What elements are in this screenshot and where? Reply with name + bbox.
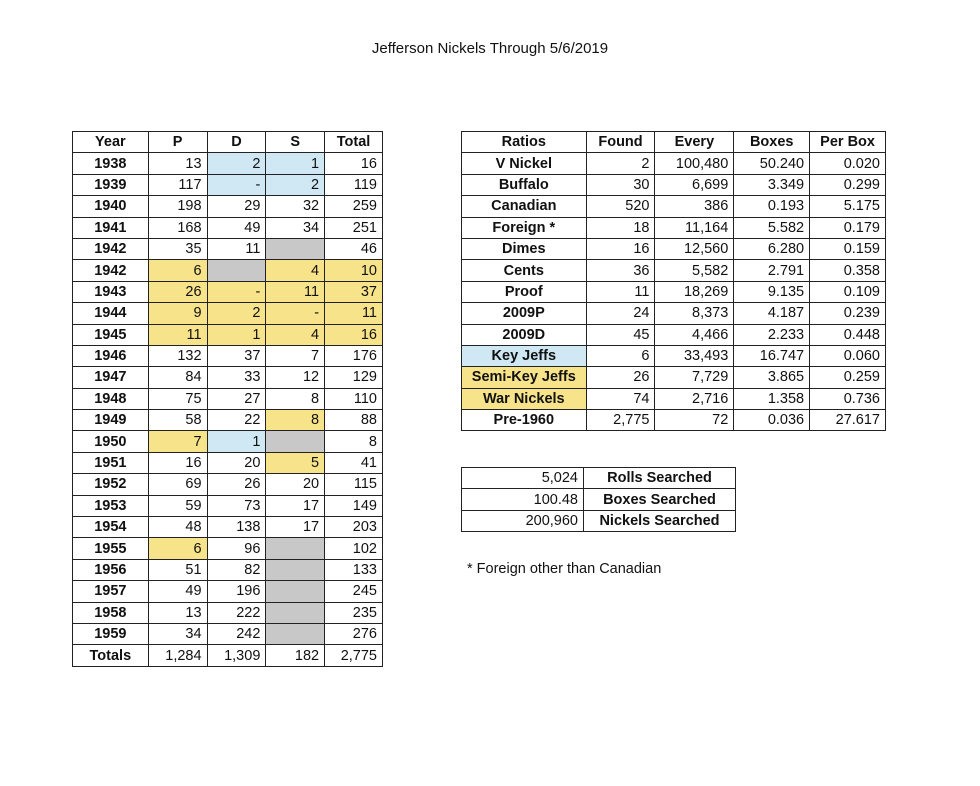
ratio-name-cell: 2009D bbox=[462, 324, 587, 345]
table-row bbox=[73, 452, 383, 473]
header-ratios: Ratios bbox=[462, 132, 587, 153]
d-cell: 138 bbox=[207, 517, 266, 538]
year-cell: 1940 bbox=[73, 196, 149, 217]
total-cell: 176 bbox=[325, 345, 383, 366]
year-cell: 1941 bbox=[73, 217, 149, 238]
every-cell: 2,716 bbox=[655, 388, 734, 409]
table-row bbox=[73, 602, 383, 623]
table-row bbox=[73, 153, 383, 174]
table-row bbox=[73, 410, 383, 431]
table-row bbox=[462, 303, 886, 324]
table-row bbox=[462, 153, 886, 174]
total-cell: 102 bbox=[325, 538, 383, 559]
p-cell: 35 bbox=[148, 238, 207, 259]
table-row bbox=[73, 581, 383, 602]
per-box-cell: 27.617 bbox=[810, 410, 886, 431]
table-row bbox=[73, 623, 383, 644]
page-title: Jefferson Nickels Through 5/6/2019 bbox=[371, 40, 609, 57]
p-cell: 75 bbox=[148, 388, 207, 409]
table-row bbox=[73, 559, 383, 580]
every-cell: 4,466 bbox=[655, 324, 734, 345]
boxes-cell: 0.036 bbox=[734, 410, 810, 431]
found-cell: 520 bbox=[586, 196, 655, 217]
found-cell: 30 bbox=[586, 174, 655, 195]
per-box-cell: 0.060 bbox=[810, 345, 886, 366]
boxes-cell: 5.582 bbox=[734, 217, 810, 238]
ratio-name-cell: Canadian bbox=[462, 196, 587, 217]
p-cell: 168 bbox=[148, 217, 207, 238]
boxes-cell: 3.865 bbox=[734, 367, 810, 388]
every-cell: 18,269 bbox=[655, 281, 734, 302]
header-per-box: Per Box bbox=[810, 132, 886, 153]
ratio-name-cell: Dimes bbox=[462, 238, 587, 259]
every-cell: 386 bbox=[655, 196, 734, 217]
every-cell: 100,480 bbox=[655, 153, 734, 174]
s-cell bbox=[266, 623, 325, 644]
found-cell: 2 bbox=[586, 153, 655, 174]
ratio-name-cell: 2009P bbox=[462, 303, 587, 324]
per-box-cell: 0.259 bbox=[810, 367, 886, 388]
boxes-cell: 4.187 bbox=[734, 303, 810, 324]
table-row bbox=[462, 510, 736, 531]
table-row bbox=[462, 468, 736, 489]
every-cell: 5,582 bbox=[655, 260, 734, 281]
table-row bbox=[462, 345, 886, 366]
per-box-cell: 0.109 bbox=[810, 281, 886, 302]
found-cell: 2,775 bbox=[586, 410, 655, 431]
year-cell: 1955 bbox=[73, 538, 149, 559]
year-cell: 1948 bbox=[73, 388, 149, 409]
every-cell: 8,373 bbox=[655, 303, 734, 324]
per-box-cell: 0.448 bbox=[810, 324, 886, 345]
total-cell: 16 bbox=[325, 153, 383, 174]
found-cell: 16 bbox=[586, 238, 655, 259]
per-box-cell: 0.159 bbox=[810, 238, 886, 259]
year-cell: 1946 bbox=[73, 345, 149, 366]
s-cell: 17 bbox=[266, 495, 325, 516]
p-cell: 9 bbox=[148, 303, 207, 324]
ratio-name-cell: Cents bbox=[462, 260, 587, 281]
d-cell: 29 bbox=[207, 196, 266, 217]
boxes-cell: 1.358 bbox=[734, 388, 810, 409]
total-cell: 276 bbox=[325, 623, 383, 644]
total-cell: 37 bbox=[325, 281, 383, 302]
per-box-cell: 0.299 bbox=[810, 174, 886, 195]
d-cell: 20 bbox=[207, 452, 266, 473]
table-row bbox=[462, 196, 886, 217]
found-cell: 18 bbox=[586, 217, 655, 238]
table-row bbox=[462, 324, 886, 345]
year-cell: 1958 bbox=[73, 602, 149, 623]
header-total: Total bbox=[325, 132, 383, 153]
s-cell: 4 bbox=[266, 260, 325, 281]
per-box-cell: 0.239 bbox=[810, 303, 886, 324]
d-cell: 27 bbox=[207, 388, 266, 409]
every-cell: 11,164 bbox=[655, 217, 734, 238]
d-cell: 242 bbox=[207, 623, 266, 644]
boxes-cell: 2.791 bbox=[734, 260, 810, 281]
table-row bbox=[73, 431, 383, 452]
total-cell: 245 bbox=[325, 581, 383, 602]
p-cell: 198 bbox=[148, 196, 207, 217]
s-cell bbox=[266, 602, 325, 623]
s-cell: - bbox=[266, 303, 325, 324]
table-row bbox=[73, 196, 383, 217]
d-cell: 196 bbox=[207, 581, 266, 602]
every-cell: 12,560 bbox=[655, 238, 734, 259]
p-cell: 6 bbox=[148, 260, 207, 281]
table-header-row bbox=[73, 132, 383, 153]
ratio-name-cell: Pre-1960 bbox=[462, 410, 587, 431]
total-cell: 110 bbox=[325, 388, 383, 409]
per-box-cell: 5.175 bbox=[810, 196, 886, 217]
ratio-name-cell: Semi-Key Jeffs bbox=[462, 367, 587, 388]
table-row bbox=[73, 474, 383, 495]
total-cell: 16 bbox=[325, 324, 383, 345]
ratio-name-cell: Proof bbox=[462, 281, 587, 302]
p-cell: 34 bbox=[148, 623, 207, 644]
total-cell: 10 bbox=[325, 260, 383, 281]
year-cell: 1943 bbox=[73, 281, 149, 302]
year-cell: 1942 bbox=[73, 260, 149, 281]
p-cell: 58 bbox=[148, 410, 207, 431]
table-row bbox=[73, 324, 383, 345]
found-cell: 26 bbox=[586, 367, 655, 388]
total-cell: 115 bbox=[325, 474, 383, 495]
boxes-cell: 50.240 bbox=[734, 153, 810, 174]
d-cell: 11 bbox=[207, 238, 266, 259]
table-row bbox=[73, 217, 383, 238]
table-row bbox=[73, 367, 383, 388]
d-cell: 2 bbox=[207, 153, 266, 174]
boxes-cell: 0.193 bbox=[734, 196, 810, 217]
year-cell: 1953 bbox=[73, 495, 149, 516]
s-cell bbox=[266, 431, 325, 452]
every-cell: 72 bbox=[655, 410, 734, 431]
s-cell: 4 bbox=[266, 324, 325, 345]
p-cell: 16 bbox=[148, 452, 207, 473]
p-cell: 7 bbox=[148, 431, 207, 452]
boxes-cell: 2.233 bbox=[734, 324, 810, 345]
p-cell: 11 bbox=[148, 324, 207, 345]
p-cell: 26 bbox=[148, 281, 207, 302]
table-row bbox=[73, 345, 383, 366]
p-cell: 84 bbox=[148, 367, 207, 388]
table-row bbox=[73, 388, 383, 409]
summary-value-cell: 200,960 bbox=[462, 510, 584, 531]
header-every: Every bbox=[655, 132, 734, 153]
total-cell: 149 bbox=[325, 495, 383, 516]
year-cell: 1944 bbox=[73, 303, 149, 324]
d-cell bbox=[207, 260, 266, 281]
s-cell bbox=[266, 559, 325, 580]
every-cell: 7,729 bbox=[655, 367, 734, 388]
total-cell: 129 bbox=[325, 367, 383, 388]
every-cell: 33,493 bbox=[655, 345, 734, 366]
p-cell: 49 bbox=[148, 581, 207, 602]
year-cell: 1957 bbox=[73, 581, 149, 602]
total-cell: 235 bbox=[325, 602, 383, 623]
total-cell: 11 bbox=[325, 303, 383, 324]
found-cell: 11 bbox=[586, 281, 655, 302]
found-cell: 36 bbox=[586, 260, 655, 281]
year-cell: 1959 bbox=[73, 623, 149, 644]
per-box-cell: 0.358 bbox=[810, 260, 886, 281]
year-cell: 1954 bbox=[73, 517, 149, 538]
boxes-cell: 6.280 bbox=[734, 238, 810, 259]
totals-row bbox=[73, 645, 383, 666]
s-cell: 7 bbox=[266, 345, 325, 366]
total-cell: 119 bbox=[325, 174, 383, 195]
s-cell bbox=[266, 538, 325, 559]
total-cell: 88 bbox=[325, 410, 383, 431]
summary-value-cell: 100.48 bbox=[462, 489, 584, 510]
p-cell: 48 bbox=[148, 517, 207, 538]
s-cell: 1 bbox=[266, 153, 325, 174]
summary-value-cell: 5,024 bbox=[462, 468, 584, 489]
p-cell: 117 bbox=[148, 174, 207, 195]
d-cell: 33 bbox=[207, 367, 266, 388]
table-row bbox=[462, 260, 886, 281]
ratios-table bbox=[461, 131, 886, 431]
s-cell bbox=[266, 581, 325, 602]
s-cell: 8 bbox=[266, 388, 325, 409]
totals-p: 1,284 bbox=[148, 645, 207, 666]
per-box-cell: 0.179 bbox=[810, 217, 886, 238]
s-cell: 11 bbox=[266, 281, 325, 302]
found-cell: 6 bbox=[586, 345, 655, 366]
year-mint-table bbox=[72, 131, 383, 667]
table-row bbox=[73, 260, 383, 281]
table-row bbox=[462, 238, 886, 259]
ratios-table-body bbox=[462, 153, 886, 431]
total-cell: 133 bbox=[325, 559, 383, 580]
total-cell: 251 bbox=[325, 217, 383, 238]
d-cell: 82 bbox=[207, 559, 266, 580]
p-cell: 51 bbox=[148, 559, 207, 580]
year-cell: 1950 bbox=[73, 431, 149, 452]
d-cell: - bbox=[207, 174, 266, 195]
table-row bbox=[462, 217, 886, 238]
year-cell: 1956 bbox=[73, 559, 149, 580]
total-cell: 259 bbox=[325, 196, 383, 217]
found-cell: 24 bbox=[586, 303, 655, 324]
table-row bbox=[73, 174, 383, 195]
ratio-name-cell: V Nickel bbox=[462, 153, 587, 174]
header-found: Found bbox=[586, 132, 655, 153]
table-row bbox=[73, 517, 383, 538]
s-cell: 20 bbox=[266, 474, 325, 495]
table-row bbox=[462, 367, 886, 388]
table-row bbox=[462, 281, 886, 302]
header-s: S bbox=[266, 132, 325, 153]
s-cell: 12 bbox=[266, 367, 325, 388]
per-box-cell: 0.736 bbox=[810, 388, 886, 409]
p-cell: 69 bbox=[148, 474, 207, 495]
header-d: D bbox=[207, 132, 266, 153]
ratio-name-cell: Foreign * bbox=[462, 217, 587, 238]
year-cell: 1942 bbox=[73, 238, 149, 259]
year-cell: 1945 bbox=[73, 324, 149, 345]
table-row bbox=[73, 495, 383, 516]
summary-table-body bbox=[462, 468, 736, 532]
boxes-cell: 16.747 bbox=[734, 345, 810, 366]
s-cell: 17 bbox=[266, 517, 325, 538]
ratio-name-cell: Key Jeffs bbox=[462, 345, 587, 366]
year-table-body bbox=[73, 153, 383, 645]
p-cell: 132 bbox=[148, 345, 207, 366]
d-cell: 2 bbox=[207, 303, 266, 324]
year-cell: 1947 bbox=[73, 367, 149, 388]
d-cell: 222 bbox=[207, 602, 266, 623]
d-cell: - bbox=[207, 281, 266, 302]
s-cell: 2 bbox=[266, 174, 325, 195]
d-cell: 26 bbox=[207, 474, 266, 495]
table-row bbox=[462, 410, 886, 431]
summary-label-cell: Rolls Searched bbox=[584, 468, 736, 489]
year-cell: 1949 bbox=[73, 410, 149, 431]
s-cell: 34 bbox=[266, 217, 325, 238]
d-cell: 1 bbox=[207, 431, 266, 452]
year-cell: 1938 bbox=[73, 153, 149, 174]
year-cell: 1939 bbox=[73, 174, 149, 195]
summary-label-cell: Boxes Searched bbox=[584, 489, 736, 510]
s-cell: 8 bbox=[266, 410, 325, 431]
boxes-cell: 9.135 bbox=[734, 281, 810, 302]
summary-label-cell: Nickels Searched bbox=[584, 510, 736, 531]
table-header-row bbox=[462, 132, 886, 153]
total-cell: 41 bbox=[325, 452, 383, 473]
found-cell: 45 bbox=[586, 324, 655, 345]
s-cell bbox=[266, 238, 325, 259]
footnote: * Foreign other than Canadian bbox=[467, 561, 662, 577]
table-row bbox=[462, 388, 886, 409]
table-row bbox=[73, 281, 383, 302]
per-box-cell: 0.020 bbox=[810, 153, 886, 174]
totals-total: 2,775 bbox=[325, 645, 383, 666]
header-year: Year bbox=[73, 132, 149, 153]
totals-s: 182 bbox=[266, 645, 325, 666]
d-cell: 1 bbox=[207, 324, 266, 345]
s-cell: 32 bbox=[266, 196, 325, 217]
p-cell: 59 bbox=[148, 495, 207, 516]
table-row bbox=[73, 538, 383, 559]
total-cell: 8 bbox=[325, 431, 383, 452]
table-row bbox=[462, 489, 736, 510]
d-cell: 73 bbox=[207, 495, 266, 516]
p-cell: 13 bbox=[148, 602, 207, 623]
d-cell: 22 bbox=[207, 410, 266, 431]
d-cell: 49 bbox=[207, 217, 266, 238]
table-row bbox=[73, 303, 383, 324]
year-cell: 1951 bbox=[73, 452, 149, 473]
boxes-cell: 3.349 bbox=[734, 174, 810, 195]
totals-label: Totals bbox=[73, 645, 149, 666]
year-cell: 1952 bbox=[73, 474, 149, 495]
header-boxes: Boxes bbox=[734, 132, 810, 153]
p-cell: 6 bbox=[148, 538, 207, 559]
found-cell: 74 bbox=[586, 388, 655, 409]
s-cell: 5 bbox=[266, 452, 325, 473]
search-summary-table bbox=[461, 467, 736, 532]
p-cell: 13 bbox=[148, 153, 207, 174]
totals-d: 1,309 bbox=[207, 645, 266, 666]
table-row bbox=[462, 174, 886, 195]
total-cell: 46 bbox=[325, 238, 383, 259]
d-cell: 37 bbox=[207, 345, 266, 366]
ratio-name-cell: War Nickels bbox=[462, 388, 587, 409]
every-cell: 6,699 bbox=[655, 174, 734, 195]
table-row bbox=[73, 238, 383, 259]
ratio-name-cell: Buffalo bbox=[462, 174, 587, 195]
d-cell: 96 bbox=[207, 538, 266, 559]
header-p: P bbox=[148, 132, 207, 153]
total-cell: 203 bbox=[325, 517, 383, 538]
